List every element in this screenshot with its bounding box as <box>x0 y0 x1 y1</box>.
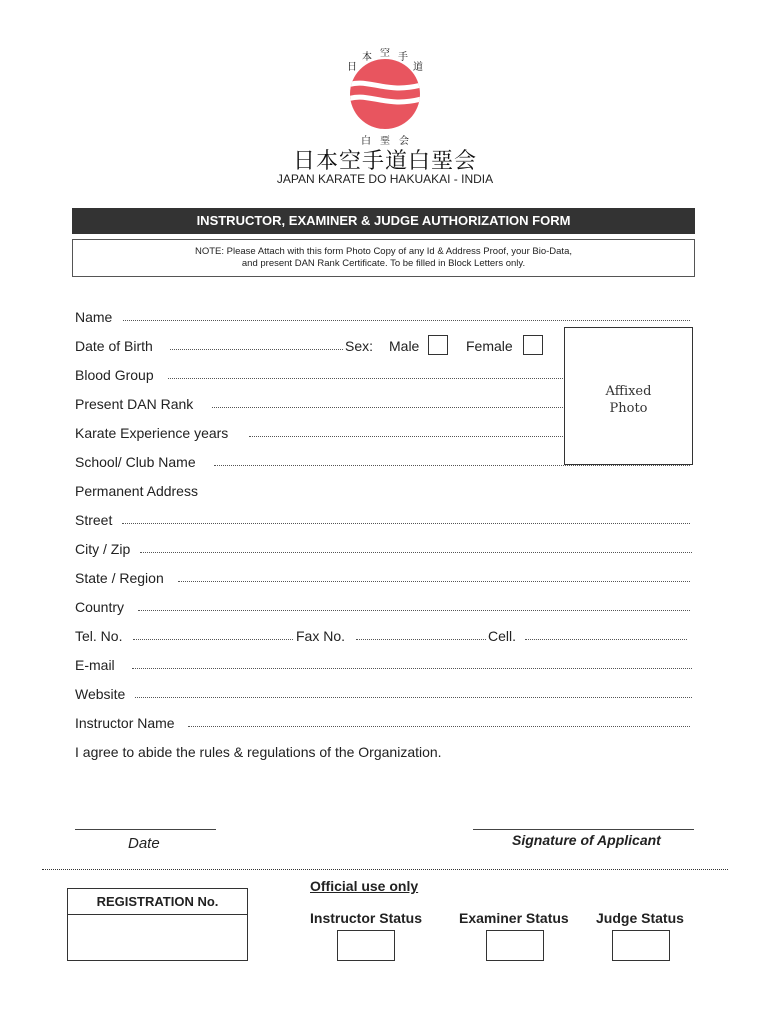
name-input-line[interactable] <box>123 320 690 321</box>
date-label: Date <box>128 835 160 852</box>
logo-kanji-bottom-3: 会 <box>399 136 409 147</box>
permanent-address-label: Permanent Address <box>75 483 198 499</box>
street-input-line[interactable] <box>122 523 690 524</box>
cell-input-line[interactable] <box>525 639 687 640</box>
street-label: Street <box>75 512 113 528</box>
photo-text-line-2: Photo <box>609 401 648 416</box>
signature-label: Signature of Applicant <box>512 832 661 848</box>
city-label: City / Zip <box>75 541 131 557</box>
logo-kanji-bottom-1: 白 <box>361 136 371 147</box>
logo-kanji-top-5: 道 <box>413 62 423 73</box>
dan-rank-label: Present DAN Rank <box>75 396 194 412</box>
state-label: State / Region <box>75 570 164 586</box>
country-label: Country <box>75 599 125 615</box>
photo-text-line-1: Affixed <box>605 384 652 399</box>
dob-label: Date of Birth <box>75 338 153 354</box>
date-signature-line[interactable] <box>75 829 216 830</box>
note-line-1: NOTE: Please Attach with this form Photo Copy of any Id & Address Proof, your Bio-Data, <box>194 246 572 257</box>
blood-group-label: Blood Group <box>75 367 154 383</box>
examiner-status-box[interactable] <box>486 930 544 961</box>
website-input-line[interactable] <box>135 697 692 698</box>
note-line-2: and present DAN Rank Certificate. To be filled in Block Letters only. <box>241 258 526 269</box>
name-label: Name <box>75 309 113 325</box>
experience-input-line[interactable] <box>249 436 563 437</box>
logo-kanji-top-1: 日 <box>347 62 357 73</box>
note-box <box>72 239 695 277</box>
title-kanji: 日本空手道白堊会 <box>292 149 477 174</box>
logo-red-disc <box>350 59 420 129</box>
dan-rank-input-line[interactable] <box>212 407 563 408</box>
organization-name: JAPAN KARATE DO HAKUAKAI - INDIA <box>276 172 494 186</box>
form-title-banner: INSTRUCTOR, EXAMINER & JUDGE AUTHORIZATION FORM <box>72 208 695 234</box>
cut-line-divider <box>42 869 728 870</box>
cell-label: Cell. <box>488 628 517 644</box>
instructor-name-label: Instructor Name <box>75 715 175 731</box>
registration-label: REGISTRATION No. <box>68 889 247 915</box>
photo-placeholder-text <box>565 383 692 417</box>
official-use-heading: Official use only <box>310 878 419 894</box>
judge-status-box[interactable] <box>612 930 670 961</box>
country-input-line[interactable] <box>138 610 690 611</box>
blood-group-input-line[interactable] <box>168 378 563 379</box>
organization-logo <box>330 48 440 148</box>
affixed-photo-box[interactable] <box>564 327 693 465</box>
agreement-text: I agree to abide the rules & regulations of the Organization. <box>75 744 442 760</box>
tel-label: Tel. No. <box>75 628 123 644</box>
registration-box[interactable] <box>67 888 248 961</box>
fax-input-line[interactable] <box>356 639 486 640</box>
sex-label: Sex: <box>345 338 374 354</box>
instructor-name-input-line[interactable] <box>188 726 690 727</box>
logo-kanji-top-4: 手 <box>398 52 408 63</box>
instructor-status-label: Instructor Status <box>310 910 423 926</box>
club-label: School/ Club Name <box>75 454 196 470</box>
dob-input-line[interactable] <box>170 349 343 350</box>
male-label: Male <box>389 338 420 354</box>
logo-kanji-top-3: 空 <box>380 48 390 59</box>
male-checkbox[interactable] <box>428 335 448 355</box>
experience-label: Karate Experience years <box>75 425 229 441</box>
city-input-line[interactable] <box>140 552 692 553</box>
fax-label: Fax No. <box>296 628 346 644</box>
email-label: E-mail <box>75 657 115 673</box>
examiner-status-label: Examiner Status <box>459 910 569 926</box>
email-input-line[interactable] <box>132 668 692 669</box>
state-input-line[interactable] <box>178 581 690 582</box>
instructor-status-box[interactable] <box>337 930 395 961</box>
female-checkbox[interactable] <box>523 335 543 355</box>
logo-kanji-top-2: 本 <box>362 52 372 63</box>
tel-input-line[interactable] <box>133 639 293 640</box>
applicant-signature-line[interactable] <box>473 829 694 830</box>
judge-status-label: Judge Status <box>596 910 684 926</box>
website-label: Website <box>75 686 126 702</box>
female-label: Female <box>466 338 513 354</box>
club-input-line[interactable] <box>214 465 690 466</box>
logo-kanji-bottom-2: 堊 <box>380 136 390 147</box>
